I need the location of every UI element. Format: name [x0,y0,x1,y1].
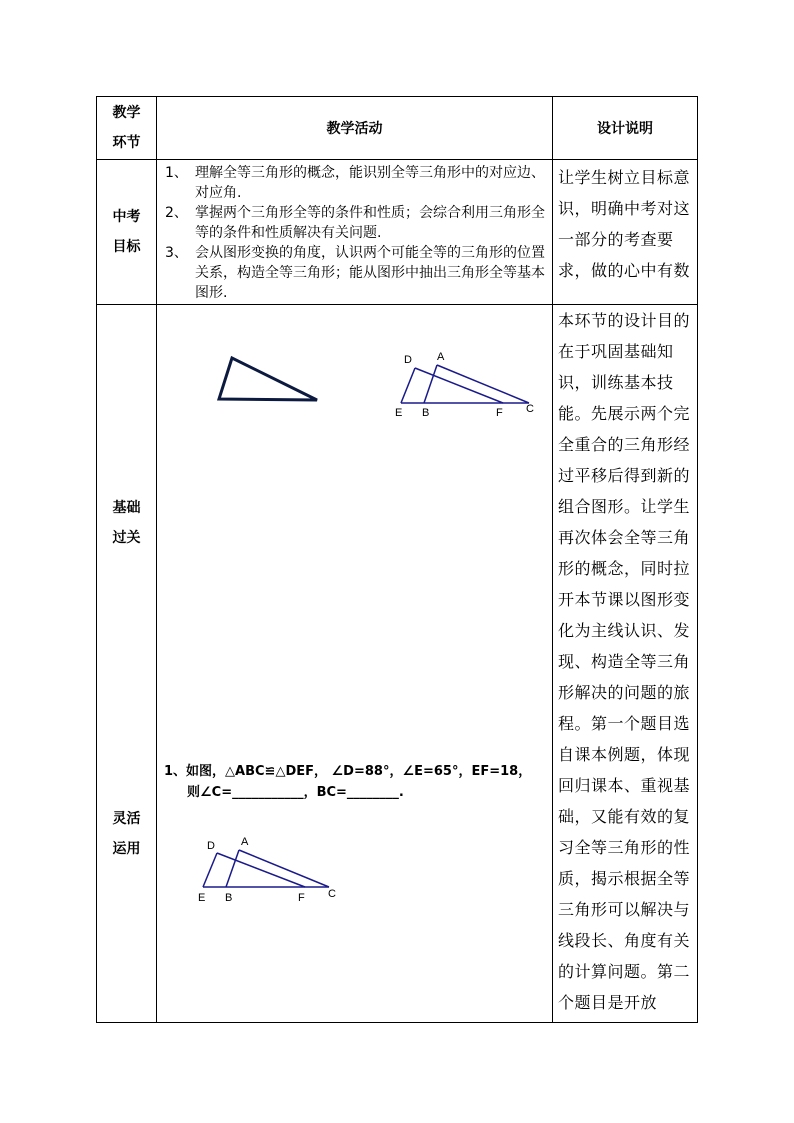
basics-label-line2: 过关 [112,530,141,546]
problem-1-question: 则∠C=___________，BC=________. [187,785,404,800]
translated-triangles-figure-1 [395,351,534,419]
goal-number: 2、 [165,205,188,221]
header-design-note: 设计说明 [553,97,698,160]
goal-text: 会从图形变换的角度，认识两个可能全等的三角形的位置关系，构造全等三角形；能从图形中抽出三角形全等基本图形. [195,245,545,301]
goal-item [165,163,548,203]
goals-content [157,160,553,305]
basics-label [97,493,156,553]
goals-label-line2: 目标 [112,239,141,255]
stage-labels-cell [97,305,157,1023]
label-f: F [496,407,503,419]
figures-canvas [157,305,553,1021]
goals-row [97,160,698,305]
goal-number: 1、 [165,165,188,181]
label-b: B [422,407,430,419]
apply-label [97,804,156,864]
label-f: F [298,892,305,904]
design-note-cell [553,305,698,1023]
goal-number: 3、 [165,245,188,261]
label-c: C [526,403,534,415]
label-d: D [207,840,215,852]
label-d: D [404,354,412,366]
lesson-plan-table [96,96,698,1023]
problem-1 [164,761,544,803]
label-c: C [328,888,336,900]
header-stage-line1: 教学 [112,105,141,121]
header-row [97,97,698,160]
basics-label-line1: 基础 [112,500,141,516]
label-e: E [395,407,403,419]
goal-text: 理解全等三角形的概念，能识别全等三角形中的对应边、对应角. [195,165,545,201]
apply-label-line1: 灵活 [112,811,141,827]
translated-triangles-figure-2 [198,836,336,904]
goal-item [165,203,548,243]
practice-area [157,305,552,1021]
goals-label-line1: 中考 [112,209,141,225]
header-stage [97,97,157,160]
goal-text: 掌握两个三角形全等的条件和性质；会综合利用三角形全等的条件和性质解决有关问题. [195,205,545,241]
goals-note-cell [553,160,698,305]
segment-ab [226,850,239,887]
segment-ac [437,365,529,403]
segment-de [401,368,415,403]
design-note: 本环节的设计目的在于巩固基础知识，训练基本技能。先展示两个完全重合的三角形经过平移后得到新的组合图形。让学生再次体会全等三角形的概念，同时拉开本节课以图形变化为主线认识、发现、构造全等三角形解决的问题的旅程。第一个题目选自课本例题，体现回归课本、重视基础，又能有效的复习全等三角形的性质，揭示根据全等三角形可以解决与线段长、角度有关的计算问题。第二个题目是开放 [558,311,691,1012]
label-e: E [198,892,206,904]
label-a: A [241,836,249,848]
segment-df [217,853,305,887]
segment-de [203,853,217,887]
segment-df [415,368,503,403]
single-triangle [219,358,317,400]
goals-note: 让学生树立目标意识，明确中考对这一部分的考查要求，做的心中有数 [558,168,691,280]
goals-list [157,160,552,303]
apply-label-line2: 运用 [112,841,141,857]
header-activity: 教学活动 [157,97,553,160]
label-a: A [437,351,445,363]
problem-1-given: 1、如图，△ABC≌△DEF， ∠D=88°，∠E=65°，EF=18， [164,764,532,779]
header-stage-line2: 环节 [112,135,141,151]
segment-ab [424,365,437,403]
goals-label [97,160,157,305]
segment-ac [239,850,329,887]
practice-row [97,305,698,1023]
label-b: B [225,892,233,904]
practice-content [157,305,553,1023]
goal-item [165,243,548,303]
